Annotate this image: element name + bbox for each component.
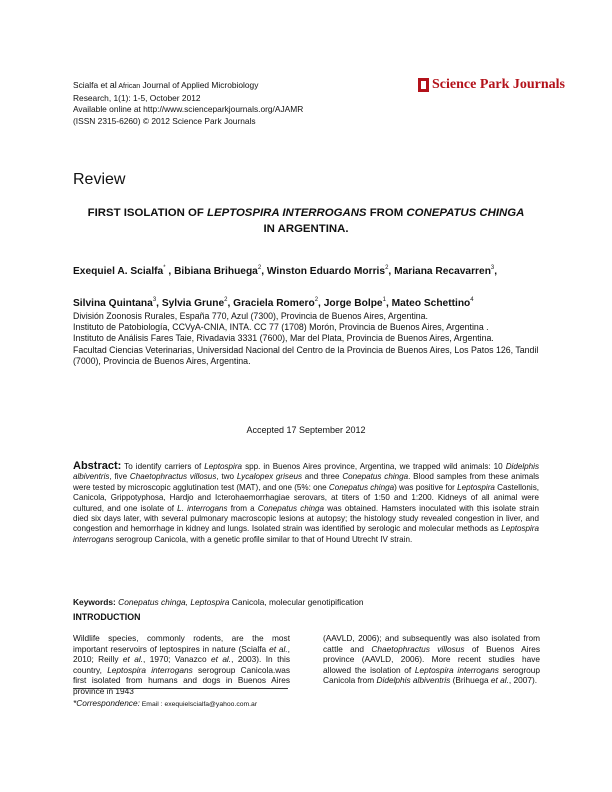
author-list	[73, 254, 553, 318]
correspondence-footnote	[73, 698, 257, 708]
affiliation: División Zoonosis Rurales, España 770, Azul (7300), Provincia de Buenos Aires, Argentina.	[73, 311, 429, 321]
introduction-column-1: Wildlife species, commonly rodents, are the most important reservoirs of leptospires in nature (Scialfa et al., 2010; Reilly et al., 1970; Vanazco et al., 2003). In this country, Leptospira interrogans serogroup Canicola.was first isolated from humans and dogs in Buenos Aires province in 1943	[73, 633, 291, 696]
article-title: FIRST ISOLATION OF LEPTOSPIRA INTERROGANS FROM CONEPATUS CHINGA IN ARGENTINA.	[87, 207, 525, 235]
author: Silvina Quintana$^3$	[73, 297, 157, 309]
author: Mateo Schettino$^4$	[391, 297, 474, 309]
citation-line-1: Scialfa et al African Journal of Applied Microbiology	[73, 80, 259, 90]
publisher-logo-text: Science Park Journals	[432, 77, 565, 92]
author-line-2: Silvina Quintana$^3$, Sylvia Grune$^2$, Graciela Romero$^2$, Jorge Bolpe$^1$, Mateo Schettino$^4$	[73, 297, 474, 309]
affiliation: Instituto de Patobiología, CCVyA-CNIA, INTA. CC 77 (1708) Morón, Provincia de Buenos Aires, Argentina .	[73, 322, 489, 333]
abstract-label: Abstract:	[73, 460, 122, 472]
author: Bibiana Brihuega$^2$	[174, 265, 262, 277]
citation-url: Available online at http://www.scienceparkjournals.org/AJAMR	[73, 104, 304, 115]
keywords-label: Keywords:	[73, 597, 116, 607]
publisher-logo	[418, 77, 565, 93]
affiliations	[73, 311, 543, 367]
journal-citation	[73, 80, 303, 127]
author: Mariana Recavarren$^3$	[394, 265, 495, 277]
publisher-logo-icon	[418, 78, 429, 92]
keywords: Keywords: Conepatus chinga, Leptospira Canicola, molecular genotipification	[73, 597, 364, 607]
affiliation: Instituto de Análisis Fares Taie, Rivadavia 3331 (7600), Mar del Plata, Provincia de Buenos Aires, Argentina.	[73, 333, 494, 344]
section-type: Review	[73, 171, 126, 188]
author: Sylvia Grune$^2$	[161, 297, 228, 309]
author: Winston Eduardo Morris$^2$	[266, 265, 389, 277]
correspondence-email: Email : exequielscialfa@yahoo.com.ar	[139, 701, 258, 708]
citation-line-2: Research, 1(1): 1-5, October 2012	[73, 92, 201, 103]
author: Exequiel A. Scialfa*	[73, 265, 166, 277]
footnote-divider	[73, 688, 288, 689]
section-heading-introduction: INTRODUCTION	[73, 612, 141, 622]
correspondence-label: *Correspondence:	[73, 698, 140, 708]
author-line-1: Exequiel A. Scialfa* , Bibiana Brihuega$^2$, Winston Eduardo Morris$^2$, Mariana Recavarren$^3$,	[73, 265, 498, 277]
introduction-column-2: (AAVLD, 2006); and subsequently was also isolated from cattle and Chaetophractus villosus of Buenos Aires province (AAVLD, 2006). More recent studies have allowed the isolation of Leptospira interrogans serogroup Canicola from Didelphis albiventris (Brihuega et al., 2007).	[323, 633, 540, 686]
accepted-date: Accepted 17 September 2012	[246, 425, 366, 435]
author: Jorge Bolpe$^1$	[323, 297, 386, 309]
citation-issn: (ISSN 2315-6260) © 2012 Science Park Journals	[73, 115, 256, 126]
author: Graciela Romero$^2$	[233, 297, 319, 309]
abstract: Abstract: To identify carriers of Leptospira spp. in Buenos Aires province, Argentina, we trapped wild animals: 10 Didelphis albiventris, five Chaetophractus villosus, two Lycalopex griseus and three Conepatus chinga. Blood samples from these animals were tested by microscopic agglutination test (MAT), and one (5%: one Conepatus chinga) was positive for Leptospira Castellonis, Canicola, Grippotyphosa, Hardjo and Icterohaemorrhagiae serovars, at titers of 1:50 and 1:200. Kidneys of all animal were cultured, and one isolate of L. interrogans from a Conepatus chinga was obtained. Hamsters inoculated with this isolate strain died six days later, with several pulmonary macroscopic lesions at autopsy; the histology study revealed congestion in liver, and congestion and hemorrhage in kidney and lungs. Isolated strain was identified by serologic and molecular methods as Leptospira interrogans serogroup Canicola, with a genetic profile similar to that of Hound Utrecht IV strain.	[73, 460, 540, 544]
affiliation: Facultad Ciencias Veterinarias, Universidad Nacional del Centro de la Provincia de Buenos Aires, Los Patos 126, Tandil (7000), Provincia de Buenos Aires, Argentina.	[73, 344, 539, 366]
